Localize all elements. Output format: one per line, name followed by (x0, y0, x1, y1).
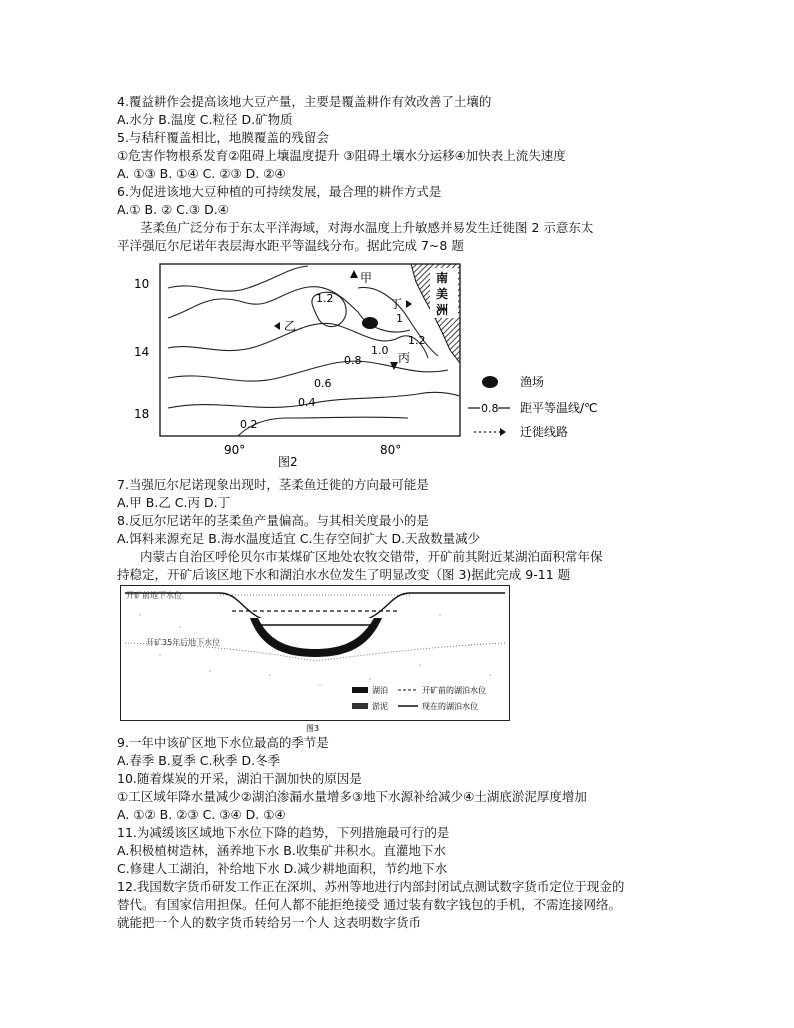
q6-options: A.① B. ② C.③ D.④ (117, 202, 229, 217)
passage1-line1: 茎柔鱼广泛分布于东太平洋海域，对海水温度上升敏感并易发生迁徙图 2 示意东太 (140, 220, 594, 235)
route-label-ding: 丁 (390, 297, 403, 311)
route-label-bing: 丙 (398, 351, 411, 365)
q8-options: A.饵料来源充足 B.海水温度适宜 C.生存空间扩大 D.天敌数量减少 (117, 531, 481, 546)
q11-options-ab: A.积极植树造林，涵养地下水 B.收集矿井积水。直灌地下水 (117, 843, 446, 858)
q7-options: A.甲 B.乙 C.丙 D.丁 (117, 495, 231, 510)
isoline-label: 0.8 (344, 354, 362, 367)
q4-stem: 4.覆益耕作会提高该地大豆产量，主要是覆盖耕作有效改善了土壤的 (117, 94, 492, 109)
legend-lake-icon (352, 687, 368, 693)
legend-fishing-ground-label: 渔场 (520, 375, 545, 389)
q9-options: A.春季 B.夏季 C.秋季 D.冬季 (117, 753, 281, 768)
lon-label: 90° (224, 443, 246, 457)
q5-options: A. ①③ B. ①④ C. ②③ D. ②④ (117, 166, 286, 181)
passage2-line1: 内蒙古自治区呼伦贝尔市某煤矿区地处农牧交错带，开矿前其附近某湖泊面积常年保 (140, 549, 603, 564)
q11-stem: 11.为减缓该区域地下水位下降的趋势，下列措施最可行的是 (117, 825, 450, 840)
q12-line3: 就能把一个人的数字货币转给另一个人 这表明数字货币 (117, 915, 421, 930)
region-label-1: 南 (436, 271, 449, 285)
lat-label: 10 (134, 277, 150, 291)
q11-options-cd: C.修建人工湖泊，补给地下水 D.减少耕地面积，节约地下水 (117, 861, 448, 876)
passage2-line2: 持稳定，开矿后该区地下水和湖泊水水位发生了明显改变（图 3)据此完成 9-11 题 (117, 567, 571, 582)
q5-stem: 5.与秸秆覆盖相比，地膜覆盖的残留会 (117, 130, 329, 145)
legend-lake-before-label: 开矿前的湖泊水位 (422, 686, 486, 695)
isoline-label: 1.2 (316, 292, 334, 305)
region-label-3: 洲 (436, 303, 449, 317)
legend-fishing-ground-icon (482, 376, 498, 388)
q5-items: ①危害作物根系发育②阻碍上壤温度提升 ③阻碍土壤水分运移④加快表上流失速度 (117, 148, 566, 163)
q12-line1: 12.我国数字货币研发工作正在深圳、苏州等地进行内部封闭试点测试数字货币定位于现金的 (117, 879, 625, 894)
isoline-label: 0.2 (240, 418, 258, 431)
figure3-cross-section (120, 585, 510, 733)
lat-label: 18 (134, 407, 150, 421)
route-label-jia: 甲 (360, 271, 373, 285)
legend-isotherm-sample: 0.8 (481, 402, 499, 415)
fishing-ground-marker (362, 317, 378, 329)
legend-silt-icon (352, 703, 368, 709)
isoline-label: 1 (396, 312, 403, 325)
isoline-label: 0.6 (314, 377, 332, 390)
legend-migration-label: 迁徙线路 (520, 425, 569, 439)
figure2-caption: 图2 (278, 455, 298, 469)
q10-options: A. ①② B. ②③ C. ③④ D. ①④ (117, 807, 286, 822)
legend-lake-label: 湖泊 (372, 686, 388, 695)
q6-stem: 6.为促进该地大豆种植的可持续发展，最合理的耕作方式是 (117, 184, 442, 199)
q12-line2: 替代。有国家信用担保。任何人都不能拒绝接受 通过装有数字钱包的手机，不需连接网络。 (117, 897, 621, 912)
q10-items: ①工区域年降水量减少②湖泊渗漏水量增多③地下水源补给减少④土湖底淤泥厚度增加 (117, 789, 587, 804)
legend-isotherm-label: 距平等温线/℃ (520, 401, 598, 415)
label-groundwater-before: 开矿前地下水位 (126, 591, 182, 600)
figure2-map (128, 258, 648, 473)
legend-silt-label: 淤泥 (372, 702, 388, 711)
q8-stem: 8.反厄尔尼诺年的茎柔鱼产量偏高。与其相关度最小的是 (117, 513, 429, 528)
figure3-caption: 图3 (306, 724, 320, 733)
q9-stem: 9.一年中该矿区地下水位最高的季节是 (117, 735, 329, 750)
isoline-label: 0.4 (298, 396, 316, 409)
region-label-2: 美 (436, 287, 449, 301)
lon-label: 80° (380, 443, 402, 457)
lat-label: 14 (134, 345, 150, 359)
legend-lake-now-label: 现在的湖泊水位 (422, 702, 478, 711)
q10-stem: 10.随着煤炭的开采，湖泊干涸加快的原因是 (117, 771, 362, 786)
isoline-label: 1.0 (371, 344, 389, 357)
q7-stem: 7.当强厄尔尼诺现象出现时，茎柔鱼迁徙的方向最可能是 (117, 477, 429, 492)
q4-options: A.水分 B.温度 C.粒径 D.矿物质 (117, 112, 293, 127)
label-groundwater-after: 开矿35年后地下水位 (146, 638, 221, 647)
isoline-label: 1.2 (408, 334, 426, 347)
map-frame (160, 264, 460, 436)
passage1-line2: 平洋强厄尔尼诺年表层海水距平等温线分布。据此完成 7~8 题 (117, 238, 464, 253)
route-label-yi: 乙 (284, 319, 297, 333)
